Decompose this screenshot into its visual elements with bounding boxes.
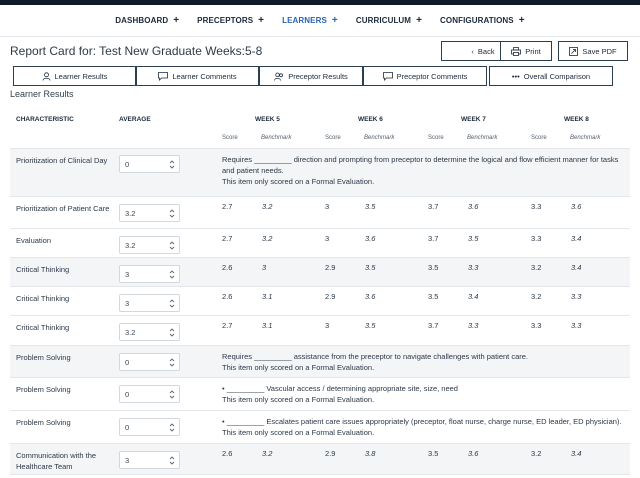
tab-preceptor-comments-label: Preceptor Comments	[396, 71, 468, 81]
table-row	[10, 443, 630, 474]
table-row	[10, 315, 630, 345]
users-icon	[274, 72, 284, 81]
average-input[interactable]	[119, 418, 180, 436]
benchmark-value: 3.3	[468, 263, 479, 272]
average-value: 3.2	[125, 208, 136, 218]
tab-preceptor-results-label: Preceptor Results	[288, 71, 348, 81]
plus-icon: +	[416, 15, 423, 26]
score-value: 3.2	[531, 292, 542, 301]
benchmark-value: 3.3	[571, 292, 582, 301]
plus-icon: +	[173, 15, 180, 26]
printer-icon	[511, 47, 521, 56]
score-value: 3.2	[531, 263, 542, 272]
average-input[interactable]	[119, 294, 180, 312]
ellipsis-icon: •••	[511, 71, 520, 81]
average-input[interactable]	[119, 265, 180, 283]
col-week-8: WEEK 8	[564, 116, 589, 123]
plus-icon: +	[258, 15, 265, 26]
characteristic-name: Problem Solving	[16, 353, 71, 362]
benchmark-value: 3.1	[262, 292, 273, 301]
average-value: 0	[125, 357, 130, 367]
tab-overall-comparison-label: Overall Comparison	[523, 71, 591, 81]
tab-learner-results[interactable]	[13, 66, 136, 86]
table-row	[10, 148, 630, 196]
score-value: 2.7	[222, 202, 233, 211]
average-input[interactable]	[119, 236, 180, 254]
note-line: This item only scored on a Formal Evaluation.	[222, 363, 375, 372]
characteristic-name: Critical Thinking	[16, 265, 70, 274]
subhead-score: Score	[325, 135, 341, 141]
note-line: • _________ Escalates patient care issues appropriately (preceptor, float nurse, charge nurse, ED leader, ED physician).	[222, 417, 622, 426]
nav-curriculum-label: CURRICULUM	[355, 16, 412, 25]
tab-learner-results-label: Learner Results	[54, 71, 108, 81]
score-value: 2.9	[325, 292, 336, 301]
spinner-arrows-icon[interactable]	[169, 455, 175, 466]
benchmark-value: 3.4	[571, 449, 582, 458]
benchmark-value: 3.4	[571, 234, 582, 243]
nav-dashboard-label: DASHBOARD	[115, 16, 169, 25]
spinner-arrows-icon[interactable]	[169, 298, 175, 309]
save-pdf-button-label: Save PDF	[582, 46, 617, 56]
formal-evaluation-note	[222, 154, 627, 187]
table-bottom-border	[10, 474, 630, 475]
nav-curriculum[interactable]	[356, 15, 422, 26]
spinner-arrows-icon[interactable]	[169, 240, 175, 251]
benchmark-value: 3.4	[571, 263, 582, 272]
main-nav	[0, 5, 640, 37]
score-value: 3.5	[428, 263, 439, 272]
table-row	[10, 345, 630, 377]
benchmark-value: 3.5	[365, 321, 376, 330]
benchmark-value: 3.3	[571, 321, 582, 330]
col-week-6: WEEK 6	[358, 116, 383, 123]
characteristic-name: Problem Solving	[16, 385, 71, 394]
spinner-arrows-icon[interactable]	[169, 208, 175, 219]
benchmark-value: 3	[262, 263, 267, 272]
formal-evaluation-note	[222, 416, 627, 438]
pdf-export-icon	[569, 47, 578, 56]
chevron-left-icon: ‹	[471, 46, 474, 56]
characteristic-name: Critical Thinking	[16, 294, 70, 303]
table-row	[10, 228, 630, 257]
average-value: 3.2	[125, 327, 136, 337]
table-row	[10, 410, 630, 443]
score-value: 3	[325, 234, 330, 243]
subhead-benchmark: Benchmark	[467, 135, 498, 141]
report-tabs	[0, 66, 640, 88]
spinner-arrows-icon[interactable]	[169, 389, 175, 400]
tab-learner-comments-label: Learner Comments	[172, 71, 237, 81]
score-value: 3.5	[428, 449, 439, 458]
tab-learner-comments[interactable]	[136, 66, 259, 86]
tab-preceptor-comments[interactable]	[363, 66, 487, 86]
score-value: 3.3	[531, 234, 542, 243]
tab-preceptor-results[interactable]	[259, 66, 363, 86]
average-value: 3	[125, 269, 130, 279]
tab-overall-comparison[interactable]	[489, 66, 613, 86]
formal-evaluation-note	[222, 383, 627, 405]
subhead-score: Score	[222, 135, 238, 141]
section-title: Learner Results	[10, 89, 74, 99]
comment-icon	[383, 72, 393, 81]
nav-learners[interactable]	[282, 15, 338, 26]
back-button-label: Back	[477, 46, 495, 56]
benchmark-value: 3.5	[468, 234, 479, 243]
subhead-benchmark: Benchmark	[261, 135, 292, 141]
average-value: 0	[125, 389, 130, 399]
benchmark-value: 3.3	[468, 321, 479, 330]
note-line: • _________ Vascular access / determining appropriate site, size, need	[222, 384, 458, 393]
average-input[interactable]	[119, 385, 180, 403]
nav-dashboard[interactable]	[115, 15, 179, 26]
characteristic-name: Critical Thinking	[16, 323, 70, 332]
subhead-benchmark: Benchmark	[364, 135, 395, 141]
nav-configurations[interactable]	[440, 15, 525, 26]
score-value: 3.7	[428, 234, 439, 243]
score-value: 2.6	[222, 263, 233, 272]
characteristic-name: Problem Solving	[16, 418, 71, 427]
comment-icon	[158, 72, 168, 81]
average-value: 0	[125, 159, 130, 169]
print-button[interactable]	[500, 41, 552, 61]
spinner-arrows-icon[interactable]	[169, 269, 175, 280]
table-row	[10, 286, 630, 315]
table-row	[10, 377, 630, 410]
score-value: 2.7	[222, 321, 233, 330]
plus-icon: +	[331, 15, 338, 26]
benchmark-value: 3.5	[365, 263, 376, 272]
average-input[interactable]	[119, 451, 180, 469]
benchmark-value: 3.6	[468, 202, 479, 211]
characteristic-name: Prioritization of Clinical Day	[16, 156, 108, 165]
score-value: 2.9	[325, 449, 336, 458]
benchmark-value: 3.5	[365, 202, 376, 211]
score-value: 3.5	[428, 292, 439, 301]
note-line: This item only scored on a Formal Evaluation.	[222, 428, 375, 437]
characteristic-name: Evaluation	[16, 236, 52, 245]
score-value: 3.7	[428, 202, 439, 211]
benchmark-value: 3.6	[365, 292, 376, 301]
score-value: 3.3	[531, 321, 542, 330]
characteristic-name: Communication with the Healthcare Team	[16, 451, 97, 471]
subhead-score: Score	[531, 135, 547, 141]
table-row	[10, 196, 630, 228]
average-input[interactable]	[119, 155, 180, 173]
average-value: 3	[125, 455, 130, 465]
benchmark-value: 3.6	[468, 449, 479, 458]
spinner-arrows-icon[interactable]	[169, 422, 175, 433]
note-line: This item only scored on a Formal Evaluation.	[222, 395, 375, 404]
col-week-5: WEEK 5	[255, 116, 280, 123]
score-value: 3.3	[531, 202, 542, 211]
score-value: 3	[325, 202, 330, 211]
col-week-7: WEEK 7	[461, 116, 486, 123]
spinner-arrows-icon[interactable]	[169, 327, 175, 338]
score-value: 2.6	[222, 449, 233, 458]
note-line: Requires _________ direction and prompting from preceptor to determine the logical and flow efficient manner for tasks and patient needs.	[222, 155, 619, 175]
benchmark-value: 3.6	[365, 234, 376, 243]
benchmark-value: 3.2	[262, 234, 273, 243]
average-input[interactable]	[119, 323, 180, 341]
subhead-benchmark: Benchmark	[570, 135, 601, 141]
nav-learners-label: LEARNERS	[282, 16, 327, 25]
characteristic-name: Prioritization of Patient Care	[16, 204, 110, 213]
save-pdf-button[interactable]	[558, 41, 628, 61]
score-value: 3.2	[531, 449, 542, 458]
spinner-arrows-icon[interactable]	[169, 159, 175, 170]
score-value: 3.7	[428, 321, 439, 330]
spinner-arrows-icon[interactable]	[169, 357, 175, 368]
subhead-score: Score	[428, 135, 444, 141]
note-line: This item only scored on a Formal Evaluation.	[222, 177, 375, 186]
score-value: 2.7	[222, 234, 233, 243]
benchmark-value: 3.6	[571, 202, 582, 211]
nav-preceptors-label: PRECEPTORS	[197, 16, 254, 25]
score-value: 2.9	[325, 263, 336, 272]
note-line: Requires _________ assistance from the preceptor to navigate challenges with patient care.	[222, 352, 529, 361]
benchmark-value: 3.8	[365, 449, 376, 458]
plus-icon: +	[518, 15, 525, 26]
benchmark-value: 3.2	[262, 202, 273, 211]
col-average: AVERAGE	[119, 116, 151, 123]
benchmark-value: 3.4	[468, 292, 479, 301]
formal-evaluation-note	[222, 351, 627, 373]
score-value: 3	[325, 321, 330, 330]
average-value: 3	[125, 298, 130, 308]
table-row	[10, 257, 630, 286]
average-value: 3.2	[125, 240, 136, 250]
average-input[interactable]	[119, 353, 180, 371]
score-value: 2.6	[222, 292, 233, 301]
nav-preceptors[interactable]	[197, 15, 264, 26]
nav-configurations-label: CONFIGURATIONS	[440, 16, 514, 25]
benchmark-value: 3.1	[262, 321, 273, 330]
average-input[interactable]	[119, 204, 180, 222]
benchmark-value: 3.2	[262, 449, 273, 458]
page-title: Report Card for: Test New Graduate Weeks:5-8	[10, 44, 263, 58]
col-characteristic: CHARACTERISTIC	[16, 116, 74, 123]
user-icon	[42, 72, 51, 81]
average-value: 0	[125, 422, 130, 432]
print-button-label: Print	[525, 46, 541, 56]
